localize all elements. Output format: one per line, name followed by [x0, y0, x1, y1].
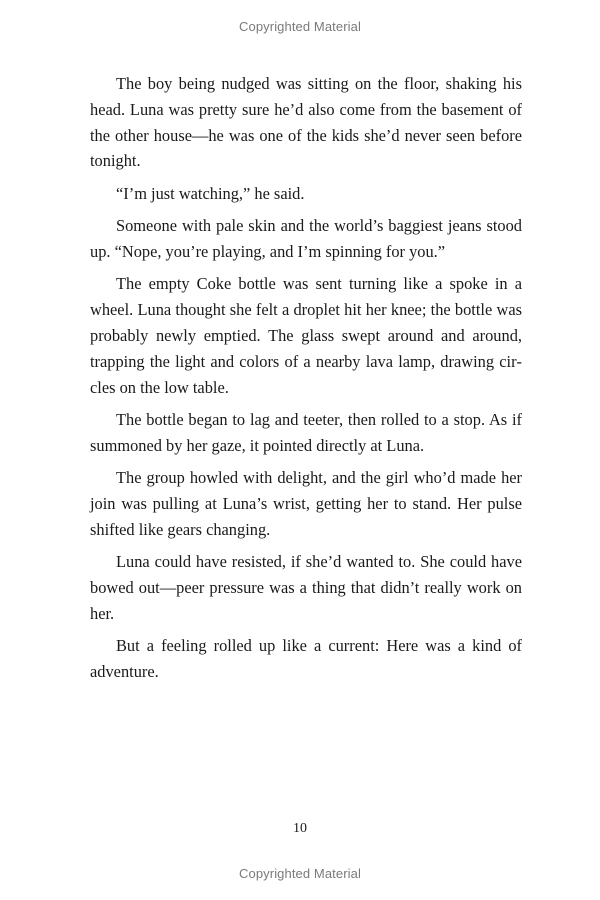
copyright-banner-top: Copyrighted Material	[239, 19, 361, 34]
page-number: 10	[293, 821, 307, 836]
paragraph: The group howled with delight, and the girl who’d made her join was pulling at Luna’s wrist, getting her to stand. Her pulse shifted like gears changing.	[90, 468, 522, 539]
copyright-banner-bottom: Copyrighted Material	[239, 866, 361, 881]
paragraph: Someone with pale skin and the world’s baggiest jeans stood up. “Nope, you’re playing, and I’m spinning for you.”	[90, 216, 522, 261]
paragraph: “I’m just watching,” he said.	[116, 183, 305, 203]
page-body	[90, 71, 522, 691]
paragraph: The boy being nudged was sitting on the floor, shaking his head. Luna was pretty sure he’d also come from the basement of the other house—he was one of the kids she’d never seen before tonight.	[90, 74, 522, 171]
paragraph: The empty Coke bottle was sent turning like a spoke in a wheel. Luna thought she felt a droplet hit her knee; the bottle was probably newly emptied. The glass swept around and around, trapping the light and colors of a nearby lava lamp, drawing circles on the low table.	[90, 274, 522, 397]
paragraph: The bottle began to lag and teeter, then rolled to a stop. As if summoned by her gaze, it pointed directly at Luna.	[90, 409, 522, 455]
paragraph: Luna could have resisted, if she’d wanted to. She could have bowed out—peer pressure was a thing that didn’t really work on her.	[90, 552, 522, 623]
paragraph: But a feeling rolled up like a current: Here was a kind of adventure.	[90, 636, 522, 681]
